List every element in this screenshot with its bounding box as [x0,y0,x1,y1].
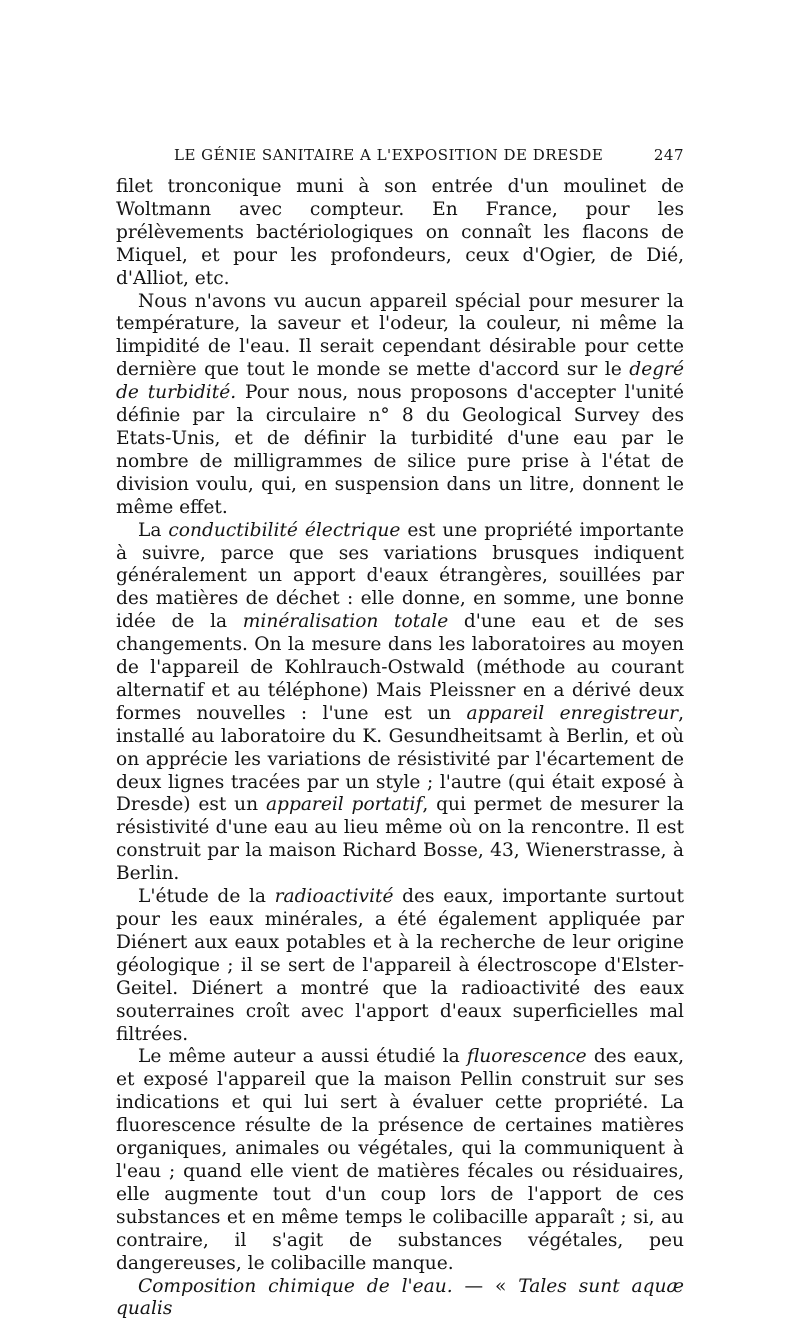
text-run: , installé au laboratoire du K. Gesundheitsamt à Berlin, et où on apprécie les variations de résistivité par l'écartement de deux lignes tracées par un style ; l'autre (qui était exposé à Dresde) est un [116,703,684,816]
text-run: La [138,520,168,541]
emphasis-run: fluorescence [467,1046,587,1067]
book-page [116,146,684,1321]
text-run: L'étude de la [138,886,275,907]
emphasis-run: minéralisation totale [243,611,448,632]
latin-quote: Tales sunt aquæ qualis [116,1276,684,1320]
section-heading: Composition chimique de l'eau. [138,1276,453,1297]
emphasis-run: conductibilité électrique [168,520,400,541]
text-run: filet tronconique muni à son entrée d'un moulinet de Woltmann avec compteur. En France, pour les prélèvements bactériologiques on connaît les flacons de Miquel, et pour les profondeurs, ceux d'Ogier, de Dié, d'Alliot, etc. [116,176,684,289]
text-run: est une propriété importante à suivre, parce que ses variations brusques indiquent généralement un apport d'eaux étrangères, souillées par des matières de déchet : elle donne, en somme, une bonne idée de la [116,520,684,633]
paragraph [116,886,684,1046]
text-run: Pour nous, nous proposons d'accepter l'unité définie par la circulaire n° 8 du Geological Survey des Etats-Unis, et de définir la turbidité d'une eau par le nombre de milligrammes de silice pure prise à l'état de division voulu, qui, en suspension dans un litre, donnent le même effet. [116,382,684,518]
text-run: des eaux, et exposé l'appareil que la maison Pellin construit sur ses indications et qui lui sert à évaluer cette propriété. La fluorescence résulte de la présence de certaines matières organiques, animales ou végétales, qui la communiquent à l'eau ; quand elle vient de matières fécales ou résiduaires, elle augmente tout d'un coup lors de l'apport de ces substances et en même temps le colibacille apparaît ; si, au contraire, il s'agit de substances végétales, peu dangereuses, le colibacille manque. [116,1046,684,1273]
text-run: d'une eau et de ses changements. On la mesure dans les laboratoires au moyen de l'appareil de Kohlrauch-Ostwald (méthode au courant alternatif et au téléphone) Mais Pleissner en a dérivé deux formes nouvelles : l'une est un [116,611,684,724]
body-text [116,176,684,1321]
running-title: LE GÉNIE SANITAIRE A L'EXPOSITION DE DRESDE [174,146,603,164]
emphasis-run: radioactivité [275,886,394,907]
paragraph [116,520,684,887]
page-header [116,146,684,164]
emphasis-run: appareil enregistreur [466,703,678,724]
paragraph [116,176,684,291]
text-run: — « [453,1276,519,1297]
text-run: Le même auteur a aussi étudié la [138,1046,467,1067]
text-run: , qui permet de mesurer la résistivité d'une eau au lieu même où on la rencontre. Il est construit par la maison Richard Bosse, 43, Wienerstrasse, à Berlin. [116,794,684,884]
page-number: 247 [654,146,684,164]
paragraph [116,1276,684,1321]
text-run: Nous n'avons vu aucun appareil spécial pour mesurer la température, la saveur et l'odeur, la couleur, ni même la limpidité de l'eau. Il serait cependant désirable pour cette dernière que tout le monde se mette d'accord sur le [116,291,684,381]
emphasis-run: degré de turbidité. [116,359,684,403]
text-run: des eaux, importante surtout pour les eaux minérales, a été également appliquée par Diénert aux eaux potables et à la recherche de leur origine géologique ; il se sert de l'appareil à électroscope d'Elster-Geitel. Diénert a montré que la radioactivité des eaux souterraines croît avec l'apport d'eaux superficielles mal filtrées. [116,886,684,1044]
paragraph [116,1046,684,1275]
emphasis-run: appareil portatif [266,794,422,815]
paragraph [116,291,684,520]
